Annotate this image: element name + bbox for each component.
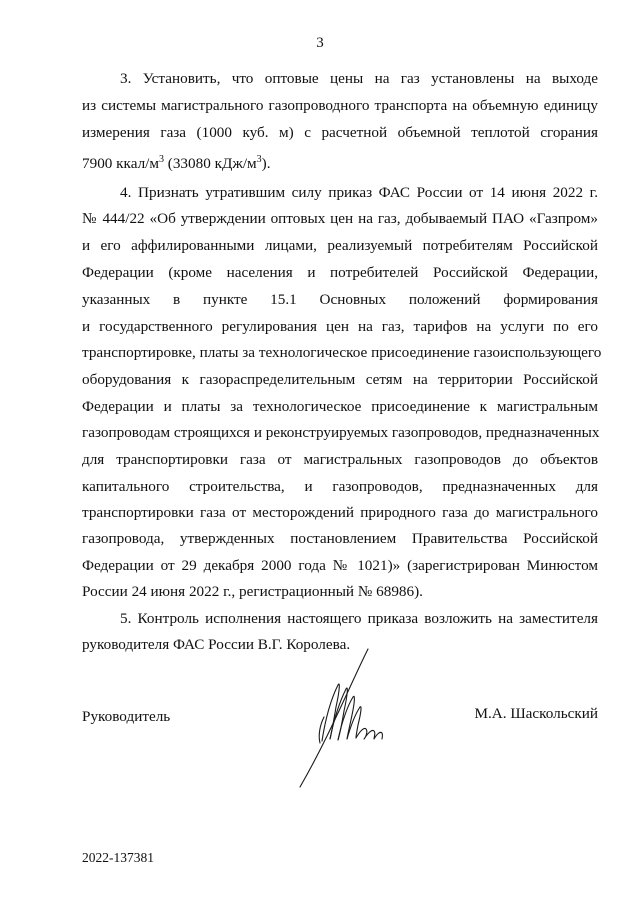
paragraph-4-line-1: 4. Признать утратившим силу приказ ФАС России от 14 июня 2022 г. [120, 184, 598, 201]
paragraph-3-line-3: измерения газа (1000 куб. м) с расчетной объемной теплотой сгорания [82, 124, 598, 141]
signer-name: М.А. Шаскольский [474, 705, 598, 722]
paragraph-4-line-15: Федерации от 29 декабря 2000 года № 1021)» (зарегистрирован Минюстом [82, 557, 598, 574]
paragraph-3-line-4-c: ). [261, 155, 271, 172]
paragraph-4-line-2: № 444/22 «Об утверждении оптовых цен на газ, добываемый ПАО «Газпром» [82, 210, 598, 227]
paragraph-4-line-13: транспортировки газа от месторождений природного газа до магистрального [82, 504, 598, 521]
signer-title: Руководитель [82, 708, 171, 725]
document-number: 2022-137381 [82, 850, 154, 865]
superscript-1: 3 [158, 153, 164, 165]
paragraph-5-line-2: руководителя ФАС России В.Г. Королева. [82, 636, 351, 653]
paragraph-3-line-2: из системы магистрального газопроводного транспорта на объемную единицу [82, 97, 598, 114]
paragraph-3-line-4 [82, 155, 598, 173]
paragraph-4-line-16: России 24 июня 2022 г., регистрационный № 68986). [82, 583, 423, 600]
paragraph-3-line-4-b: (33080 кДж/м [163, 155, 257, 172]
paragraph-4-line-4: Федерации (кроме населения и потребителей Российской Федерации, [82, 264, 598, 281]
paragraph-4-line-10: газопроводам строящихся и реконструируемых газопроводов, предназначенных [82, 424, 600, 441]
paragraph-4-line-7: транспортировке, платы за технологическое присоединение газоиспользующего [82, 344, 602, 361]
paragraph-4-line-6: и государственного регулирования цен на газ, тарифов на услуги по его [82, 318, 598, 335]
paragraph-4-line-5: указанных в пункте 15.1 Основных положений формирования [82, 291, 598, 308]
paragraph-3-line-4-a: 7900 ккал/м [82, 155, 159, 172]
paragraph-3-line-1: 3. Установить, что оптовые цены на газ установлены на выходе [120, 70, 598, 87]
paragraph-4-line-8: оборудования к газораспределительным сетям на территории Российской [82, 371, 598, 388]
paragraph-4-line-14: газопровода, утвержденных постановлением Правительства Российской [82, 530, 598, 547]
paragraph-4-line-12: капитального строительства, и газопроводов, предназначенных для [82, 478, 598, 495]
paragraph-4-line-11: для транспортировки газа от магистральных газопроводов до объектов [82, 451, 598, 468]
page-number: 3 [316, 35, 324, 51]
superscript-2: 3 [256, 153, 262, 165]
paragraph-4-line-3: и его аффилированными лицами, реализуемый потребителям Российской [82, 237, 598, 254]
paragraph-5-line-1: 5. Контроль исполнения настоящего приказа возложить на заместителя [120, 610, 598, 627]
paragraph-4-line-9: Федерации и платы за технологическое присоединение к магистральным [82, 398, 598, 415]
handwritten-signature [290, 645, 400, 790]
